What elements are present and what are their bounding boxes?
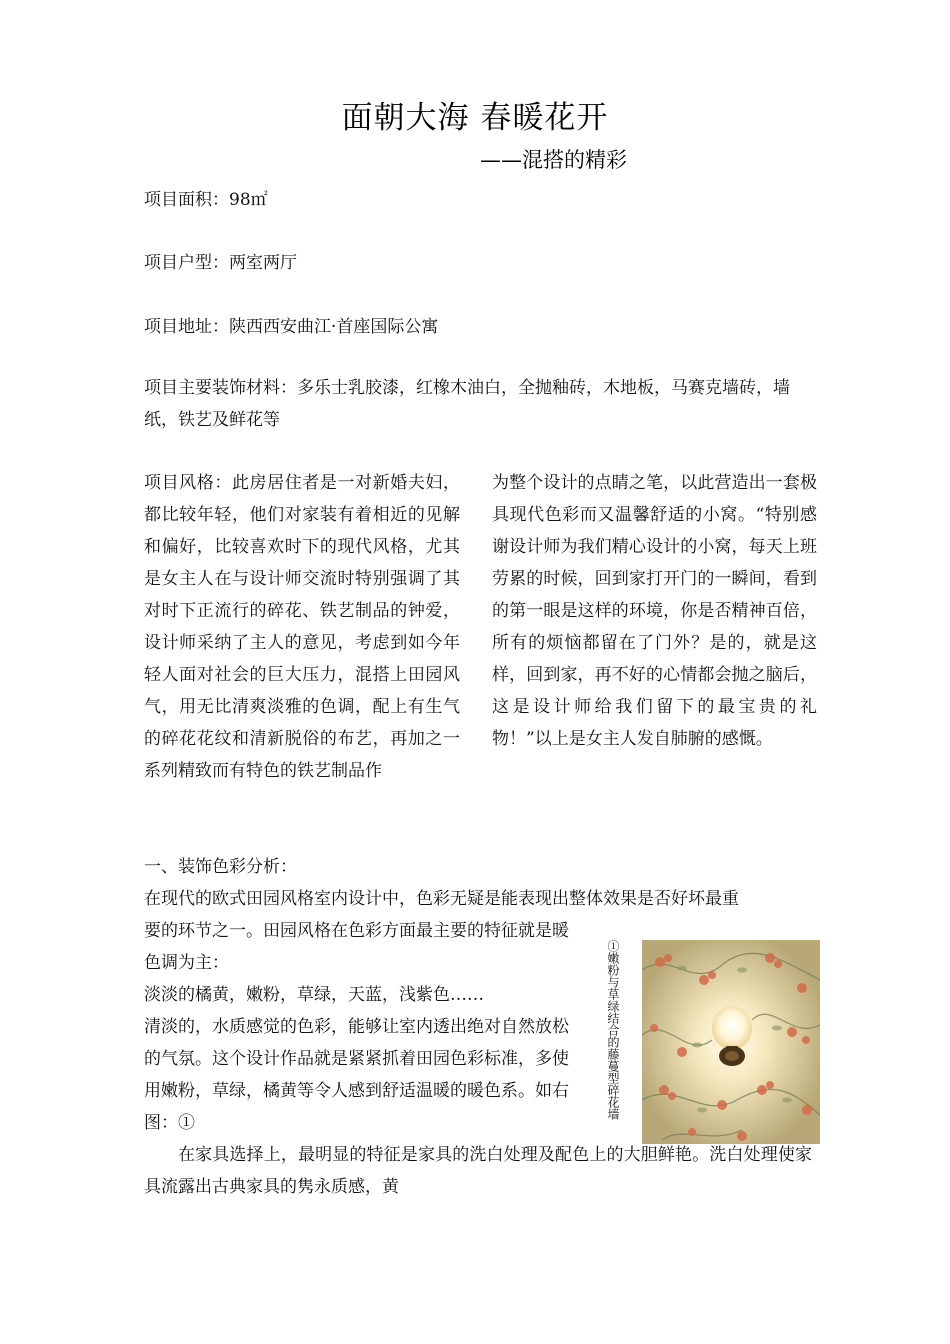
- section-text-paragraph: 要的环节之一。田园风格在色彩方面最主要的特征就是暖色调为主：: [144, 921, 569, 973]
- page-subtitle: ——混搭的精彩: [480, 148, 627, 172]
- project-layout: 项目户型：两室两厅: [144, 253, 297, 273]
- style-text-left-column: 项目风格：此房居住者是一对新婚夫妇，都比较年轻，他们对家装有着相近的见解和偏好，比较喜欢时下的现代风格，尤其是女主人在与设计师交流时特别强调了其对时下正流行的碎花、铁艺制品的钟爱，设计师采纳了主人的意见，考虑到如今年轻人面对社会的巨大压力，混搭上田园风气，用无比清爽淡雅的色调，配上有生气的碎花花纹和清新脱俗的布艺，再加之一系列精致而有特色的铁艺制品作: [144, 473, 460, 781]
- section-heading: 一、装饰色彩分析：: [144, 857, 297, 877]
- section-text-body: [144, 915, 574, 1139]
- furniture-paragraph: 在家具选择上，最明显的特征是家具的洗白处理及配色上的大胆鲜艳。洗白处理使家具流露出古典家具的隽永质感，黄: [144, 1145, 812, 1197]
- project-address: 项目地址：陕西西安曲江·首座国际公寓: [144, 317, 439, 337]
- project-area: 项目面积：98㎡: [144, 190, 268, 210]
- section-text-line: 在现代的欧式田园风格室内设计中，色彩无疑是能表现出整体效果是否好坏最重: [144, 889, 739, 909]
- wallpaper-lamp-photo: [642, 940, 820, 1144]
- section-text-paragraph: 清淡的，水质感觉的色彩，能够让室内透出绝对自然放松的气氛。这个设计作品就是紧紧抓着田园色彩标准，多使用嫩粉，草绿，橘黄等令人感到舒适温暖的暖色系。如右图：①: [144, 1017, 569, 1133]
- page-title: 面朝大海 春暖花开: [341, 100, 609, 136]
- section-text-paragraph: 淡淡的橘黄，嫩粉，草绿，天蓝，浅紫色……: [144, 985, 484, 1005]
- figure-caption: ①嫩粉与草绿结合的藤蔓型碎花墙: [606, 940, 620, 1120]
- project-materials: 项目主要装饰材料：多乐士乳胶漆，红橡木油白，全抛釉砖，木地板，马赛克墙砖，墙纸，铁艺及鲜花等: [144, 378, 790, 430]
- style-text-right-column: 为整个设计的点睛之笔，以此营造出一套极具现代色彩而又温馨舒适的小窝。“特别感谢设计师为我们精心设计的小窝，每天上班劳累的时候，回到家打开门的一瞬间，看到的第一眼是这样的环境，你是否精神百倍，所有的烦恼都留在了门外？是的，就是这样，回到家，再不好的心情都会抛之脑后，这是设计师给我们留下的最宝贵的礼物！”以上是女主人发自肺腑的感慨。: [492, 473, 817, 749]
